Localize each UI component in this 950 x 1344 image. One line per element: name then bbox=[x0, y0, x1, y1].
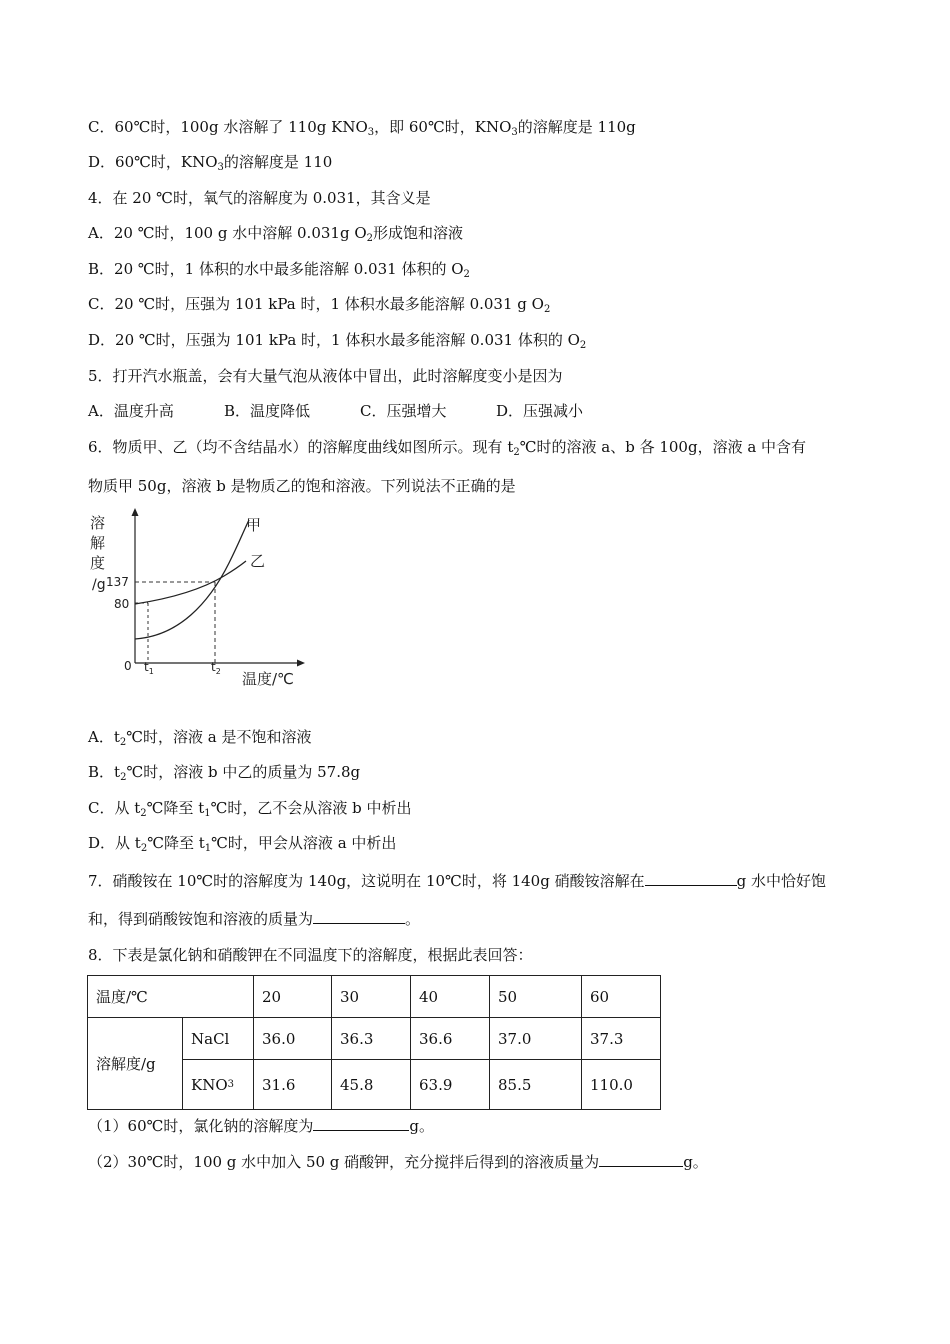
q8-sub2: （2）30℃时，100 g 水中加入 50 g 硝酸钾，充分搅拌后得到的溶液质量为 g。 bbox=[88, 1153, 708, 1171]
y-label-3: 度 bbox=[90, 554, 106, 572]
q4-stem: 4．在 20 ℃时，氧气的溶解度为 0.031，其含义是 bbox=[88, 189, 431, 207]
table-row-temp bbox=[88, 976, 661, 1018]
tick-137: 137 bbox=[106, 575, 129, 589]
temp-header: 温度/℃ bbox=[88, 976, 254, 1018]
q5-option-c: C．压强增大 bbox=[360, 402, 447, 420]
label-yi: 乙 bbox=[250, 552, 266, 570]
tick-t1: $t_1$ bbox=[144, 660, 154, 676]
q5-option-b: B．温度降低 bbox=[224, 402, 311, 420]
q4-option-a: A．20 ℃时，100 g 水中溶解 0.031g $O_2$形成饱和溶液 bbox=[88, 224, 464, 244]
q6-option-a: A．$t_2℃$时，溶液 a 是不饱和溶液 bbox=[88, 728, 312, 748]
kno3-label: KNO 3 bbox=[191, 1075, 235, 1094]
q4-option-b: B．20 ℃时，1 体积的水中最多能溶解 0.031 体积的 $O_2$ bbox=[88, 260, 470, 280]
q7-blank-1[interactable] bbox=[645, 870, 737, 886]
label-jia: 甲 bbox=[246, 516, 262, 534]
x-axis-arrow bbox=[297, 660, 305, 667]
q7-line2: 和，得到硝酸铵饱和溶液的质量为 。 bbox=[88, 910, 421, 928]
q4-option-d: D．20 ℃时，压强为 101 kPa 时，1 体积水最多能溶解 0.031 体积的 $O_2$ bbox=[88, 331, 587, 351]
tick-80: 80 bbox=[114, 597, 130, 611]
y-axis-arrow bbox=[132, 508, 139, 516]
q8-blank-1[interactable] bbox=[313, 1115, 409, 1131]
q5-option-d: D．压强减小 bbox=[496, 402, 584, 420]
kno3-cell: 31.6 bbox=[254, 1060, 332, 1110]
q3-option-c: C．60℃时，100g 水溶解了 110g $KNO_3$，即 60℃时，$KNO_3$的溶解度是 110g bbox=[88, 118, 636, 138]
q8-blank-2[interactable] bbox=[599, 1151, 683, 1167]
curve-jia bbox=[135, 520, 249, 639]
nacl-cell: 36.6 bbox=[411, 1018, 490, 1060]
nacl-cell: 37.0 bbox=[490, 1018, 582, 1060]
kno3-cell: 63.9 bbox=[411, 1060, 490, 1110]
kno3-cell: 85.5 bbox=[490, 1060, 582, 1110]
kno3-cell: 45.8 bbox=[332, 1060, 411, 1110]
q8-sub1: （1）60℃时，氯化钠的溶解度为 g。 bbox=[88, 1117, 435, 1135]
nacl-cell: 36.3 bbox=[332, 1018, 411, 1060]
temp-cell: 30 bbox=[332, 976, 411, 1018]
kno3-cell: 110.0 bbox=[582, 1060, 661, 1110]
q7-blank-2[interactable] bbox=[313, 908, 405, 924]
y-label-4: /g bbox=[92, 577, 106, 593]
q3-option-d: D．60℃时，$KNO_3$的溶解度是 110 bbox=[88, 153, 333, 173]
temp-cell: 60 bbox=[582, 976, 661, 1018]
y-label-1: 溶 bbox=[90, 514, 106, 532]
nacl-cell: 37.3 bbox=[582, 1018, 661, 1060]
table-row-nacl bbox=[88, 1018, 661, 1060]
nacl-label: NaCl bbox=[183, 1018, 253, 1060]
nacl-cell: 36.0 bbox=[254, 1018, 332, 1060]
temp-cell: 40 bbox=[411, 976, 490, 1018]
solubility-table bbox=[87, 975, 661, 1110]
q6-option-b: B．$t_2℃$时，溶液 b 中乙的质量为 57.8g bbox=[88, 763, 361, 783]
tick-origin: 0 bbox=[124, 659, 132, 673]
q7-line1: 7．硝酸铵在 10℃时的溶解度为 140g，这说明在 10℃时，将 140g 硝酸铵溶解在 g 水中恰好饱 bbox=[88, 872, 826, 890]
solubility-curve-graph bbox=[84, 508, 314, 693]
q6-option-d: D．从 $t_2℃$降至 $t_1℃$时，甲会从溶液 a 中析出 bbox=[88, 834, 397, 854]
q5-stem: 5．打开汽水瓶盖，会有大量气泡从液体中冒出，此时溶解度变小是因为 bbox=[88, 367, 563, 385]
y-label-2: 解 bbox=[90, 534, 106, 552]
q8-stem: 8．下表是氯化钠和硝酸钾在不同温度下的溶解度，根据此表回答： bbox=[88, 946, 533, 964]
q6-stem-line2: 物质甲 50g，溶液 b 是物质乙的饱和溶液。下列说法不正确的是 bbox=[88, 477, 516, 495]
q4-option-c: C．20 ℃时，压强为 101 kPa 时，1 体积水最多能溶解 0.031 g $O_2$ bbox=[88, 295, 551, 315]
solubility-label-cell bbox=[88, 1018, 254, 1110]
q6-stem-line1: 6．物质甲、乙（均不含结晶水）的溶解度曲线如图所示。现有 $t_2℃$时的溶液 a、b 各 100g，溶液 a 中含有 bbox=[88, 438, 807, 458]
tick-t2: $t_2$ bbox=[211, 660, 221, 676]
temp-cell: 20 bbox=[254, 976, 332, 1018]
q6-option-c: C．从 $t_2℃$降至 $t_1℃$时，乙不会从溶液 b 中析出 bbox=[88, 799, 412, 819]
x-axis-label: 温度/℃ bbox=[242, 670, 294, 688]
q5-options bbox=[88, 401, 583, 421]
q5-option-a: A．温度升高 bbox=[88, 402, 174, 420]
temp-cell: 50 bbox=[490, 976, 582, 1018]
solubility-label: 溶解度/g bbox=[88, 1018, 183, 1109]
